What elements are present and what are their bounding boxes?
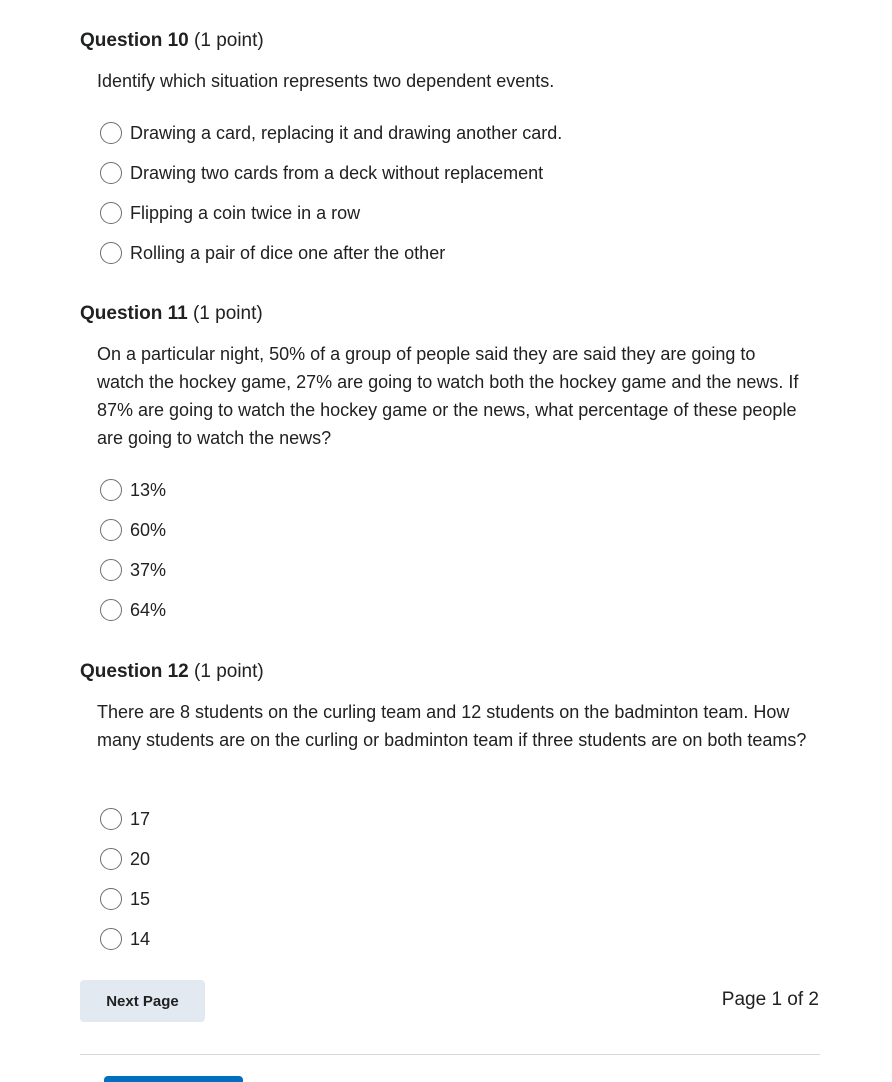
radio-button[interactable]: [100, 202, 122, 224]
option-label[interactable]: Drawing two cards from a deck without replacement: [130, 162, 544, 183]
radio-button[interactable]: [100, 519, 122, 541]
question-title: Question 10: [80, 30, 189, 51]
divider: [80, 1054, 820, 1055]
question-header: [80, 660, 820, 684]
submit-button-partial[interactable]: [104, 1076, 243, 1082]
question-10: [80, 29, 820, 279]
option-label[interactable]: 60%: [130, 519, 167, 540]
option-label[interactable]: 64%: [130, 599, 167, 620]
answer-option[interactable]: [100, 839, 150, 879]
radio-button[interactable]: [100, 122, 122, 144]
answer-option[interactable]: [100, 510, 166, 550]
next-page-button[interactable]: Next Page: [80, 980, 205, 1022]
question-header: [80, 302, 820, 326]
radio-button[interactable]: [100, 559, 122, 581]
question-12: [80, 660, 820, 960]
radio-button[interactable]: [100, 848, 122, 870]
question-points: (1 point): [192, 303, 263, 324]
radio-button[interactable]: [100, 808, 122, 830]
question-text: Identify which situation represents two dependent events.: [97, 71, 555, 91]
option-label[interactable]: Flipping a coin twice in a row: [130, 202, 361, 223]
option-label[interactable]: 20: [130, 848, 151, 869]
question-points: (1 point): [194, 661, 264, 682]
answer-option[interactable]: [100, 193, 562, 233]
answer-option[interactable]: [100, 919, 150, 959]
question-title: Question 11: [80, 303, 188, 324]
option-label[interactable]: Drawing a card, replacing it and drawing another card.: [130, 122, 563, 143]
answer-option[interactable]: [100, 153, 562, 193]
option-label[interactable]: Rolling a pair of dice one after the other: [130, 242, 446, 263]
question-points: (1 point): [194, 30, 264, 51]
question-text: On a particular night, 50% of a group of people said they are said they are going to watch the hockey game, 27% are going to watch both the hockey game and the news. If 87% are going to watch the hockey game or the news, what percentage of these people are going to watch the news?: [97, 344, 799, 448]
answer-option[interactable]: [100, 113, 562, 153]
option-label[interactable]: 13%: [130, 479, 167, 500]
radio-button[interactable]: [100, 479, 122, 501]
option-label[interactable]: 15: [130, 888, 151, 909]
answer-option[interactable]: [100, 470, 166, 510]
question-title: Question 12: [80, 661, 189, 682]
option-label[interactable]: 37%: [130, 559, 167, 580]
question-text: There are 8 students on the curling team and 12 students on the badminton team. How many students are on the curling or badminton team if three students are on both teams?: [97, 702, 807, 750]
answer-option[interactable]: [100, 233, 562, 273]
question-11: [80, 302, 820, 632]
answer-options: [100, 799, 150, 959]
option-label[interactable]: 17: [130, 808, 151, 829]
radio-button[interactable]: [100, 888, 122, 910]
answer-options: [100, 470, 166, 630]
page-indicator: Page 1 of 2: [721, 989, 819, 1010]
answer-option[interactable]: [100, 879, 150, 919]
radio-button[interactable]: [100, 599, 122, 621]
answer-option[interactable]: [100, 590, 166, 630]
answer-option[interactable]: [100, 550, 166, 590]
radio-button[interactable]: [100, 162, 122, 184]
radio-button[interactable]: [100, 242, 122, 264]
question-header: [80, 29, 820, 53]
option-label[interactable]: 14: [130, 928, 151, 949]
answer-option[interactable]: [100, 799, 150, 839]
radio-button[interactable]: [100, 928, 122, 950]
answer-options: [100, 113, 562, 273]
